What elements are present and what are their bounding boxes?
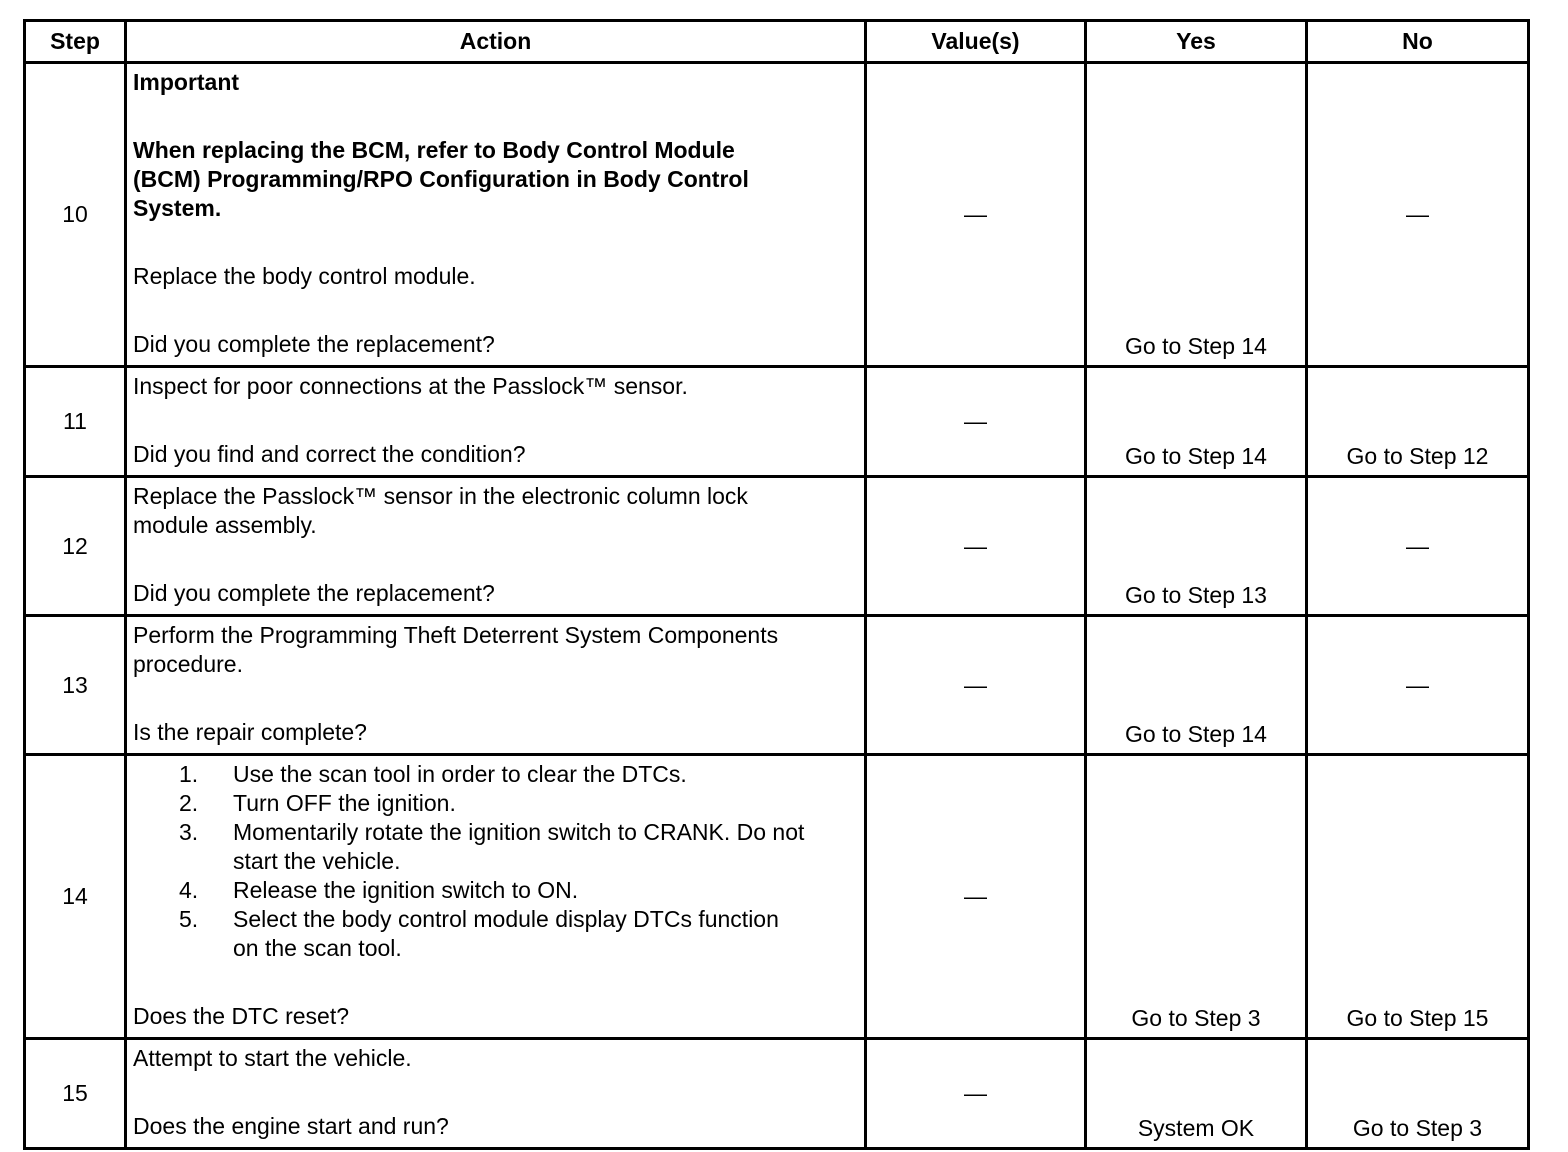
no-cell: — bbox=[1307, 63, 1529, 367]
list-item-number: 1. bbox=[179, 761, 199, 787]
value-cell: — bbox=[866, 1039, 1086, 1149]
list-item-text: Turn OFF the ignition. bbox=[233, 790, 456, 816]
no-cell: Go to Step 12 bbox=[1307, 367, 1529, 477]
important-text: System. bbox=[133, 195, 222, 221]
important-text: (BCM) Programming/RPO Configuration in Body Control bbox=[133, 166, 749, 192]
step-number: 10 bbox=[25, 63, 126, 367]
procedure-list bbox=[133, 760, 858, 963]
no-cell: — bbox=[1307, 477, 1529, 616]
list-item-text: on the scan tool. bbox=[233, 935, 402, 961]
table-row bbox=[25, 755, 1529, 1039]
action-cell bbox=[126, 755, 866, 1039]
yes-cell: Go to Step 14 bbox=[1086, 367, 1307, 477]
value-cell: — bbox=[866, 616, 1086, 755]
value-cell: — bbox=[866, 63, 1086, 367]
yes-cell: Go to Step 14 bbox=[1086, 63, 1307, 367]
table-row bbox=[25, 616, 1529, 755]
action-cell bbox=[126, 63, 866, 367]
important-label: Important bbox=[133, 69, 240, 95]
instruction-text: procedure. bbox=[133, 651, 243, 677]
diagnostic-table bbox=[23, 19, 1530, 1150]
header-values: Value(s) bbox=[866, 21, 1086, 63]
yes-cell: System OK bbox=[1086, 1039, 1307, 1149]
action-cell bbox=[126, 616, 866, 755]
no-cell: Go to Step 15 bbox=[1307, 755, 1529, 1039]
header-yes: Yes bbox=[1086, 21, 1307, 63]
instruction-text: Perform the Programming Theft Deterrent System Components bbox=[133, 622, 779, 648]
instruction-text: Attempt to start the vehicle. bbox=[133, 1045, 412, 1071]
step-number: 11 bbox=[25, 367, 126, 477]
list-item bbox=[179, 876, 858, 905]
yes-cell: Go to Step 13 bbox=[1086, 477, 1307, 616]
question-text: Does the engine start and run? bbox=[133, 1113, 449, 1139]
list-item-number: 4. bbox=[179, 877, 199, 903]
question-text: Did you complete the replacement? bbox=[133, 580, 495, 606]
action-cell bbox=[126, 1039, 866, 1149]
question-text: Did you complete the replacement? bbox=[133, 331, 495, 357]
list-item bbox=[179, 789, 858, 818]
value-cell: — bbox=[866, 755, 1086, 1039]
important-text: When replacing the BCM, refer to Body Control Module bbox=[133, 137, 735, 163]
table-row bbox=[25, 367, 1529, 477]
header-action: Action bbox=[126, 21, 866, 63]
no-cell: — bbox=[1307, 616, 1529, 755]
header-no: No bbox=[1307, 21, 1529, 63]
list-item bbox=[179, 818, 858, 876]
list-item-text: Release the ignition switch to ON. bbox=[233, 877, 579, 903]
table-row bbox=[25, 63, 1529, 367]
action-cell bbox=[126, 367, 866, 477]
list-item-number: 5. bbox=[179, 906, 199, 932]
question-text: Did you find and correct the condition? bbox=[133, 441, 526, 467]
table-row bbox=[25, 1039, 1529, 1149]
list-item-number: 3. bbox=[179, 819, 199, 845]
list-item bbox=[179, 760, 858, 789]
header-step: Step bbox=[25, 21, 126, 63]
value-cell: — bbox=[866, 367, 1086, 477]
step-number: 13 bbox=[25, 616, 126, 755]
instruction-text: Inspect for poor connections at the Passlock™ sensor. bbox=[133, 373, 688, 399]
list-item-text: Momentarily rotate the ignition switch to CRANK. Do not bbox=[233, 819, 805, 845]
question-text: Is the repair complete? bbox=[133, 719, 367, 745]
list-item bbox=[179, 905, 858, 963]
list-item-text: Use the scan tool in order to clear the DTCs. bbox=[233, 761, 687, 787]
list-item-number: 2. bbox=[179, 790, 199, 816]
instruction-text: Replace the body control module. bbox=[133, 263, 476, 289]
header-row bbox=[25, 21, 1529, 63]
yes-cell: Go to Step 3 bbox=[1086, 755, 1307, 1039]
step-number: 14 bbox=[25, 755, 126, 1039]
action-cell bbox=[126, 477, 866, 616]
yes-cell: Go to Step 14 bbox=[1086, 616, 1307, 755]
list-item-text: Select the body control module display DTCs function bbox=[233, 906, 779, 932]
instruction-text: module assembly. bbox=[133, 512, 317, 538]
step-number: 15 bbox=[25, 1039, 126, 1149]
list-item-text: start the vehicle. bbox=[233, 848, 401, 874]
instruction-text: Replace the Passlock™ sensor in the electronic column lock bbox=[133, 483, 748, 509]
no-cell: Go to Step 3 bbox=[1307, 1039, 1529, 1149]
table-row bbox=[25, 477, 1529, 616]
step-number: 12 bbox=[25, 477, 126, 616]
question-text: Does the DTC reset? bbox=[133, 1003, 350, 1029]
value-cell: — bbox=[866, 477, 1086, 616]
